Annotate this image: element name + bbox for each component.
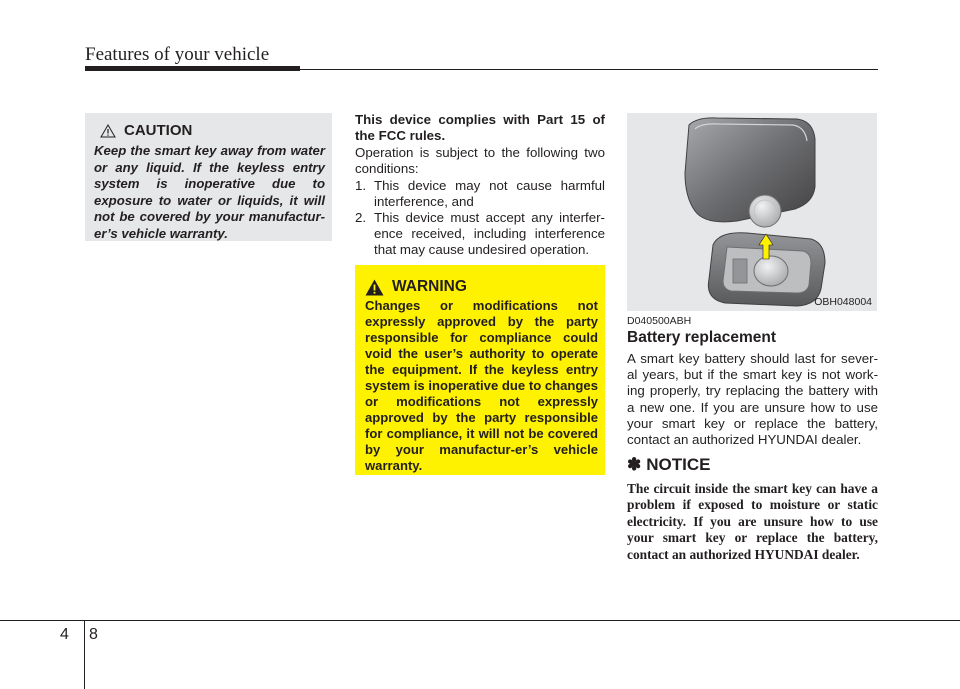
header-rule-thick: [85, 66, 300, 71]
footer-rule: [0, 620, 960, 621]
list-item: [355, 210, 605, 258]
notice-title: NOTICE: [646, 455, 711, 474]
notice-text: The circuit inside the smart key can have a problem if exposed to moisture or static electricity. If you are unsure how to use your smart key or replace the battery, contact an authorized HYUNDAI dealer.: [627, 481, 878, 562]
fcc-compliance-statement: This device complies with Part 15 of the FCC rules.: [355, 112, 605, 143]
figure-code: OBH048004: [814, 296, 872, 308]
warning-box: [355, 265, 605, 475]
page-section-number: 4: [60, 626, 69, 643]
smart-key-illustration: [627, 113, 877, 311]
caution-heading: [100, 122, 192, 139]
caution-triangle-icon: [100, 124, 116, 138]
list-item: [355, 178, 605, 210]
section-title: Battery replacement: [627, 329, 777, 346]
fcc-conditions-list: [355, 178, 605, 258]
header-rule-thin: [300, 69, 878, 71]
list-item-number: 2.: [355, 210, 367, 225]
section-code: D040500ABH: [627, 315, 692, 327]
notice-heading: [627, 455, 710, 475]
warning-title: WARNING: [392, 278, 467, 295]
warning-heading: [365, 278, 467, 296]
footer-divider: [84, 620, 85, 689]
page-header-title: Features of your vehicle: [85, 44, 270, 65]
caution-box: [85, 113, 332, 241]
notice-asterisk-icon: ✽: [627, 455, 642, 474]
list-item-text: This device must accept any interfer-ence received, including interference that may cause undesired operation.: [374, 210, 605, 257]
warning-text: Changes or modifications not expressly approved by the party responsible for compliance could void the user’s authority to operate the equipment. If the keyless entry system is inoperative due to changes or modifications not expressly approved by the party responsible for compliance, it will not be covered by your manufactur-er’s vehicle warranty.: [365, 298, 598, 473]
page-number: 8: [89, 626, 98, 643]
section-body: A smart key battery should last for sever-al years, but if the smart key is not work-ing properly, try replacing the battery with a new one. If you are unsure how to use your smart key or replace the battery, contact an authorized HYUNDAI dealer.: [627, 351, 878, 448]
fcc-conditions-intro: Operation is subject to the following two conditions:: [355, 145, 605, 176]
list-item-text: This device may not cause harmful interference, and: [374, 178, 605, 209]
caution-text: Keep the smart key away from water or any liquid. If the keyless entry system is inoperative due to exposure to water or liquids, it will not be covered by your manufactur-er’s vehicle warranty.: [94, 143, 325, 241]
caution-title: CAUTION: [124, 122, 193, 139]
warning-triangle-icon: [365, 279, 384, 296]
smart-key-battery-figure: [627, 113, 877, 311]
list-item-number: 1.: [355, 178, 367, 193]
